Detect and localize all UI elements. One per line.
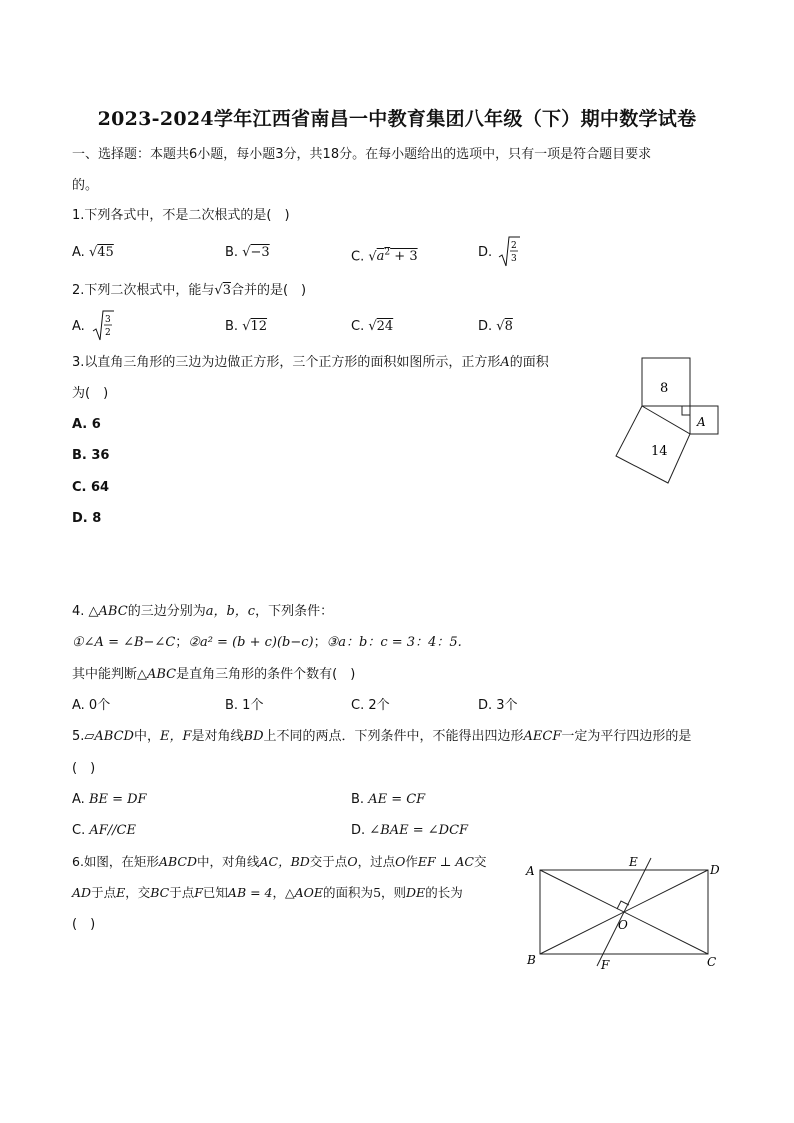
q4-option-a[interactable]: A. 0个	[72, 698, 111, 713]
q5-stem-cont: ( )	[72, 761, 96, 776]
label-f: F	[601, 958, 610, 972]
label-a: A	[697, 415, 706, 429]
q4-conditions: ①∠A = ∠B−∠C；②a² = (b + c)(b−c)；③a：b：c = 3：4：5.	[72, 635, 462, 650]
label-c: C	[707, 955, 717, 969]
q5-stem: 5.▱ABCD中，E，F是对角线BD上不同的两点．下列条件中，不能得出四边形AECF一定为平行四边形的是	[72, 729, 692, 744]
q1-stem: 1.下列各式中，不是二次根式的是( )	[72, 208, 290, 223]
section-heading-cont: 的。	[72, 178, 99, 193]
q4-option-c[interactable]: C. 2个	[351, 698, 390, 713]
q3-option-b[interactable]: B. 36	[72, 448, 110, 463]
q4-stem-cont: 其中能判断△ABC是直角三角形的条件个数有( )	[72, 667, 356, 682]
label-8: 8	[660, 381, 669, 396]
q1-option-c[interactable]: C. $√a^2 + 3$	[351, 248, 418, 265]
svg-text:3: 3	[105, 315, 111, 325]
svg-text:2: 2	[511, 241, 517, 251]
q1-option-d[interactable]: D. 2 3	[478, 244, 492, 262]
q3-stem: 3.以直角三角形的三边为边做正方形，三个正方形的面积如图所示，正方形A的面积	[72, 355, 549, 370]
section-heading: 一、选择题：本题共6小题，每小题3分，共18分。在每小题给出的选项中，只有一项是符合题目要求	[72, 147, 652, 162]
q6-stem-line3: ( )	[72, 917, 96, 932]
q6-stem-line2: AD于点E，交BC于点F已知AB = 4，△AOE的面积为5，则DE的长为	[72, 885, 463, 900]
svg-text:2: 2	[105, 328, 111, 338]
q2-option-b[interactable]: B. √12	[225, 319, 268, 334]
label-e: E	[629, 855, 638, 869]
sqrt-icon: √	[368, 319, 377, 334]
q3-option-a[interactable]: A. 6	[72, 417, 101, 432]
q1-option-a[interactable]: A. √45	[72, 245, 114, 260]
q2-option-c[interactable]: C. √24	[351, 319, 394, 334]
q3-option-d[interactable]: D. 8	[72, 511, 102, 526]
sqrt-icon: √	[214, 283, 223, 298]
q4-option-d[interactable]: D. 3个	[478, 698, 518, 713]
q5-option-b[interactable]: B. AE = CF	[351, 792, 426, 807]
q4-stem: 4. △ABC的三边分别为a，b，c，下列条件：	[72, 604, 334, 619]
q3-stem-cont: 为( )	[72, 386, 109, 401]
sqrt-icon: √	[242, 245, 251, 260]
q2-option-d[interactable]: D. √8	[478, 319, 513, 334]
q1-option-b[interactable]: B. √−3	[225, 245, 270, 260]
label-o: O	[618, 918, 628, 932]
svg-text:3: 3	[511, 254, 517, 264]
q2-stem: 2.下列二次根式中，能与√3合并的是( )	[72, 283, 307, 298]
label-d: D	[710, 863, 720, 877]
label-14: 14	[651, 444, 668, 459]
q4-option-b[interactable]: B. 1个	[225, 698, 264, 713]
q2-option-a[interactable]: A. 3 2	[72, 318, 85, 336]
label-b: B	[527, 953, 536, 967]
sqrt-icon: √	[368, 249, 377, 265]
line-ef	[597, 858, 651, 966]
sqrt-icon: √	[88, 245, 98, 260]
sqrt-icon: √	[496, 319, 505, 334]
q5-option-c[interactable]: C. AF//CE	[72, 823, 136, 838]
q5-option-a[interactable]: A. BE = DF	[72, 792, 147, 807]
page-title: 2023-2024学年江西省南昌一中教育集团八年级（下）期中数学试卷	[97, 108, 697, 130]
sqrt-icon: √	[242, 319, 251, 334]
q6-stem: 6.如图，在矩形ABCD中，对角线AC，BD交于点O，过点O作EF ⊥ AC交	[72, 854, 487, 869]
label-a: A	[526, 864, 535, 878]
q3-option-c[interactable]: C. 64	[72, 480, 110, 495]
q5-option-d[interactable]: D. ∠BAE = ∠DCF	[351, 823, 469, 838]
